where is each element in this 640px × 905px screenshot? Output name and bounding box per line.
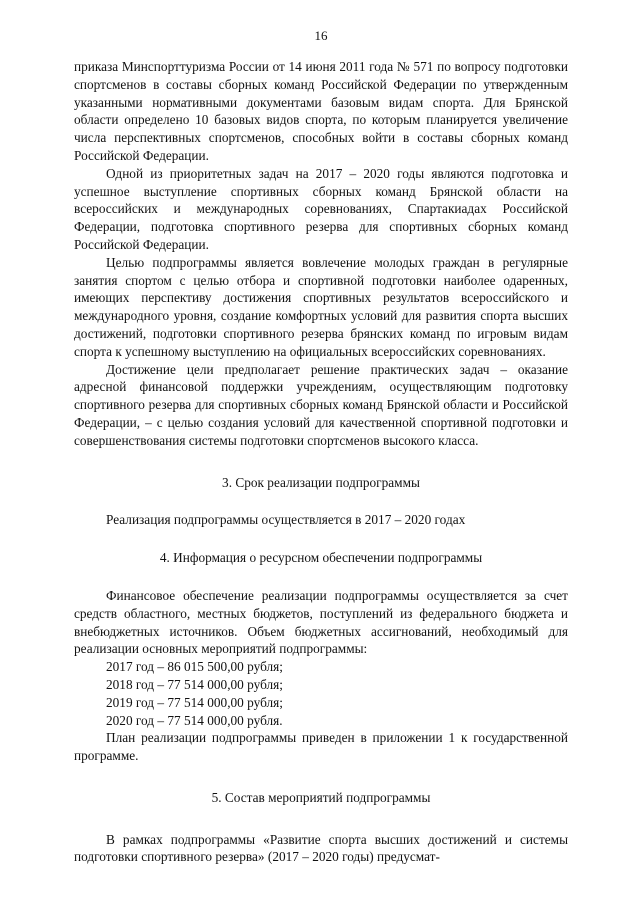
budget-line-2018: 2018 год – 77 514 000,00 рубля; xyxy=(106,676,283,692)
budget-line-2017: 2017 год – 86 015 500,00 рубля; xyxy=(106,659,283,675)
budget-line-2019: 2019 год – 77 514 000,00 рубля; xyxy=(106,694,283,710)
spacer xyxy=(74,807,568,831)
section-5-text: В рамках подпрограммы «Развитие спорта высших достижений и системы подготовки спортивного резерва» (2017 – 2020 годы) предусмат- xyxy=(74,831,568,865)
spacer xyxy=(74,450,568,474)
budget-line-2020: 2020 год – 77 514 000,00 рубля. xyxy=(106,712,283,728)
spacer xyxy=(74,765,568,789)
section-3-text: Реализация подпрограммы осуществляется в 2017 – 2020 годах xyxy=(106,512,466,528)
paragraph-continuation: приказа Минспорттуризма России от 14 июня 2011 года № 571 по вопросу подготовки спортсменов в составы сборных команд Российской Федерации по утвержденным указанными нормативными документами базовым видам спорта. Для Брянской области определено 10 базовых видов спорта, по которым планируется увеличение числа перспективных спортсменов, способных войти в составы сборных команд Российской Федерации. xyxy=(74,59,568,163)
section-4-plan-note: План реализации подпрограммы приведен в приложении 1 к государственной программе. xyxy=(74,730,568,764)
paragraph-priority-tasks: Одной из приоритетных задач на 2017 – 2020 годы являются подготовка и успешное выступление спортивных сборных команд Брянской области на всероссийских и международных соревнованиях, Спартакиадах Российской Федерации, подготовка спортивного резерва для спортивных сборных команд Российской Федерации. xyxy=(74,165,568,252)
spacer xyxy=(74,491,568,511)
section-5-heading: 5. Состав мероприятий подпрограммы xyxy=(211,789,431,805)
spacer xyxy=(74,529,568,549)
paragraph-goal-achievement: Достижение цели предполагает решение практических задач – оказание адресной финансовой поддержки учреждениям, осуществляющим подготовку спортивного резерва для спортивных сборных команд Брянской области и Российской Федерации, – с целью создания условий для качественной спортивной подготовки и совершенствования системы подготовки спортсменов высокого класса. xyxy=(74,361,568,448)
document-page xyxy=(74,28,568,866)
section-4-heading: 4. Информация о ресурсном обеспечении подпрограммы xyxy=(159,550,483,566)
page-number: 16 xyxy=(314,28,328,43)
section-3-heading: 3. Срок реализации подпрограммы xyxy=(222,474,420,490)
spacer xyxy=(74,567,568,587)
paragraph-subprogram-goal: Целью подпрограммы является вовлечение молодых граждан в регулярные занятия спортом с целью отбора и спортивной подготовки наиболее одаренных, имеющих перспективу достижения спортивных результатов всероссийского и международного уровня, создание комфортных условий для развития спорта высших достижений, подготовки спортивного резерва брянских команд по игровым видам спорта к успешному выступлению на официальных всероссийских соревнованиях. xyxy=(74,254,568,359)
section-4-intro: Финансовое обеспечение реализации подпрограммы осуществляется за счет средств областного, местных бюджетов, поступлений из федерального бюджета и внебюджетных источников. Объем бюджетных ассигнований, необходимый для реализации основных мероприятий подпрограммы: xyxy=(74,587,568,657)
